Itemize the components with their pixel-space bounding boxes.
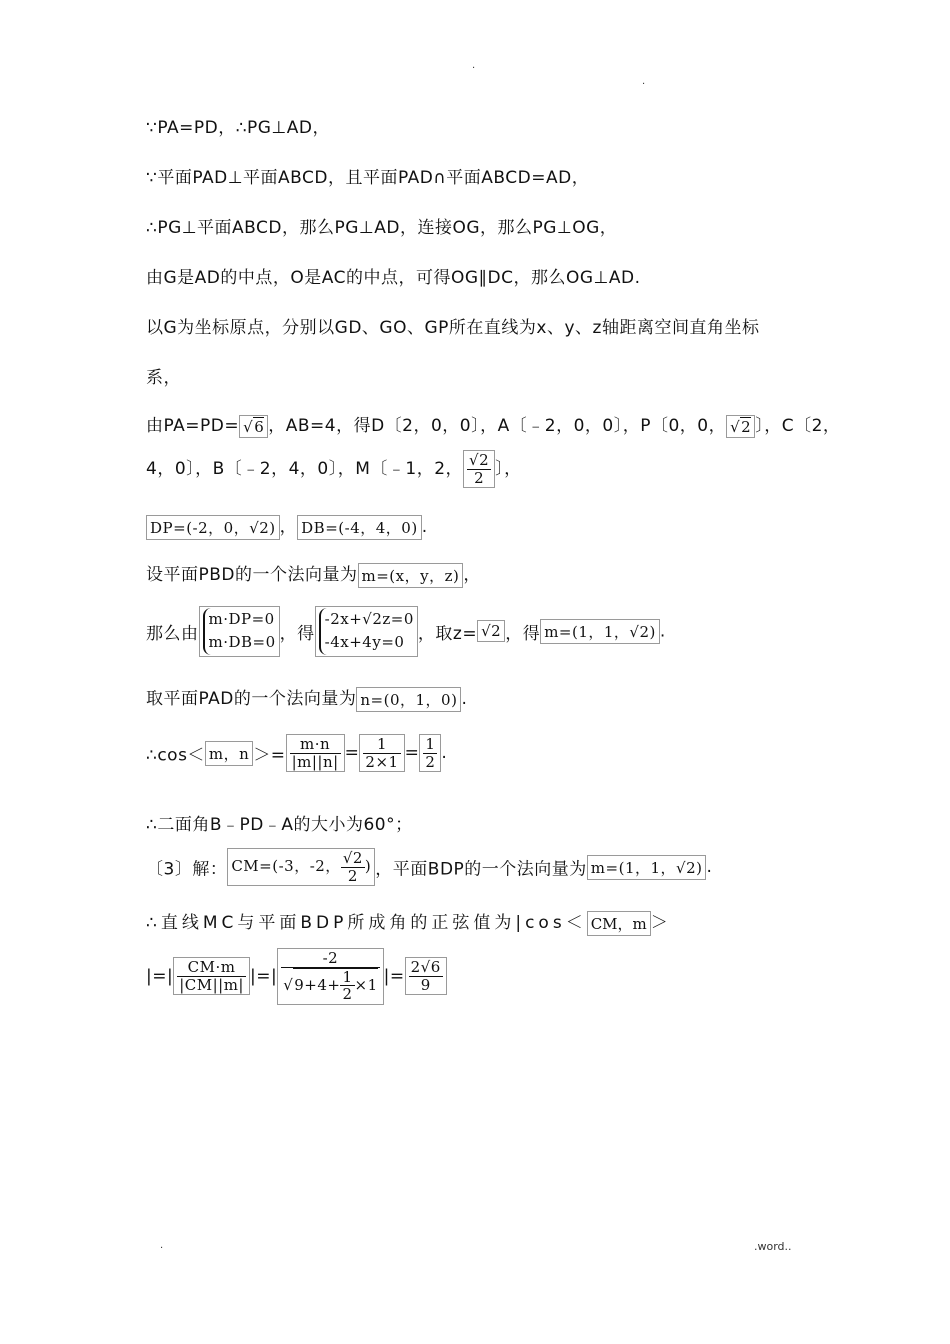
sine-fraction-1: $\frac{CM\cdot m}{|CM||m|}$ <box>173 957 250 995</box>
sine-fraction-2: -2 √9+4+ $\frac{1}{2}$ ×1 <box>277 948 383 1005</box>
line-12: 取平面PAD的一个法向量为 n=(0，1，0) . <box>146 684 467 712</box>
vector-dp: DP=(-2，0，√2) <box>146 515 280 540</box>
angle-mn: m，n <box>205 741 253 766</box>
z-value: √2 <box>477 620 505 642</box>
line-6: 系， <box>146 368 181 388</box>
line-7 <box>146 411 840 438</box>
line-2: ∵平面PAD⊥平面ABCD，且平面PAD∩平面ABCD=AD， <box>146 168 590 188</box>
cos-fraction-3: $\frac{1}{2}$ <box>419 734 441 772</box>
line-4: 由G是AD的中点，O是AC的中点，可得OG∥DC，那么OG⊥AD. <box>146 268 641 288</box>
sine-fraction-3: $\frac{2√6}{9}$ <box>405 957 447 995</box>
normal-vector-m-def: m=(x，y，z) <box>358 563 464 588</box>
line-11: 那么由 m·DP=0 m·DB=0 ，得 -2x+√2z=0 -4x+4y=0 ，取z= √2 ，得 m=(1，1，√2) . <box>146 606 666 657</box>
line-5: 以G为坐标原点，分别以GD、GO、GP所在直线为x、y、z轴距离空间直角坐标 <box>146 318 760 338</box>
line-16: ∴直线MC与平面BDP所成角的正弦值为|cos＜ CM，m ＞ <box>146 908 672 936</box>
line-17: |=| $\frac{CM\cdot m}{|CM||m|}$ |=| -2 √9+4+ $\frac{1}{2}$ ×1 |= $\frac{2√6}{9}$ <box>146 948 447 1005</box>
line-10: 设平面PBD的一个法向量为 m=(x，y，z) ， <box>146 560 481 588</box>
normal-vector-n: n=(0，1，0) <box>356 687 461 712</box>
footer-mark-left: . <box>160 1240 164 1251</box>
line-3: ∴PG⊥平面ABCD，那么PG⊥AD，连接OG，那么PG⊥OG， <box>146 218 618 238</box>
line-8 <box>146 450 522 488</box>
cos-fraction-1: $\frac{m\cdot n}{|m||n|}$ <box>286 734 345 772</box>
line-13: ∴cos＜ m，n ＞= $\frac{m\cdot n}{|m||n|}$ = $\frac{1}{2\times 1}$ = $\frac{1}{2}$ . <box>146 735 448 771</box>
l8-pre: 4，0〕，B〔﹣2，4，0〕，M〔﹣1，2， <box>146 459 464 479</box>
cos-fraction-2: $\frac{1}{2\times 1}$ <box>359 734 404 772</box>
sqrt6-box: √6 <box>239 415 268 438</box>
normal-vector-m: m=(1，1，√2) <box>540 619 660 644</box>
header-mark-left: . <box>472 60 476 71</box>
line-14: ∴二面角B﹣PD﹣A的大小为60°； <box>146 815 413 835</box>
angle-cm-m: CM，m <box>587 911 651 936</box>
system-1: m·DP=0 m·DB=0 <box>199 606 280 657</box>
header-mark-right: . <box>642 76 646 87</box>
l7-mid: ，AB=4，得D〔2，0，0〕，A〔﹣2，0，0〕，P〔0，0， <box>268 416 727 436</box>
vector-db: DB=(-4，4，0) <box>297 515 422 540</box>
footer-word-mark: .word.. <box>754 1240 792 1253</box>
l7-pre: 由PA=PD= <box>146 416 240 436</box>
sqrt2-box: √2 <box>726 415 755 438</box>
vector-cm: CM=(-3，-2， $\frac{√2}{2}$ ) <box>227 848 375 886</box>
l8-post: 〕， <box>495 459 522 479</box>
system-2: -2x+√2z=0 -4x+4y=0 <box>315 606 418 657</box>
normal-vector-m-bdp: m=(1，1，√2) <box>587 855 707 880</box>
line-15: 〔3〕解： CM=(-3，-2， $\frac{√2}{2}$ ) ，平面BDP的一个法向量为 m=(1，1，√2) . <box>146 849 713 885</box>
l7-post: 〕，C〔2， <box>755 416 841 436</box>
line-1: ∵PA=PD，∴PG⊥AD， <box>146 118 330 138</box>
m-z-fraction: $\frac{√2}{2}$ <box>463 450 495 488</box>
line-9: DP=(-2，0，√2) ， DB=(-4，4，0) . <box>146 512 428 540</box>
